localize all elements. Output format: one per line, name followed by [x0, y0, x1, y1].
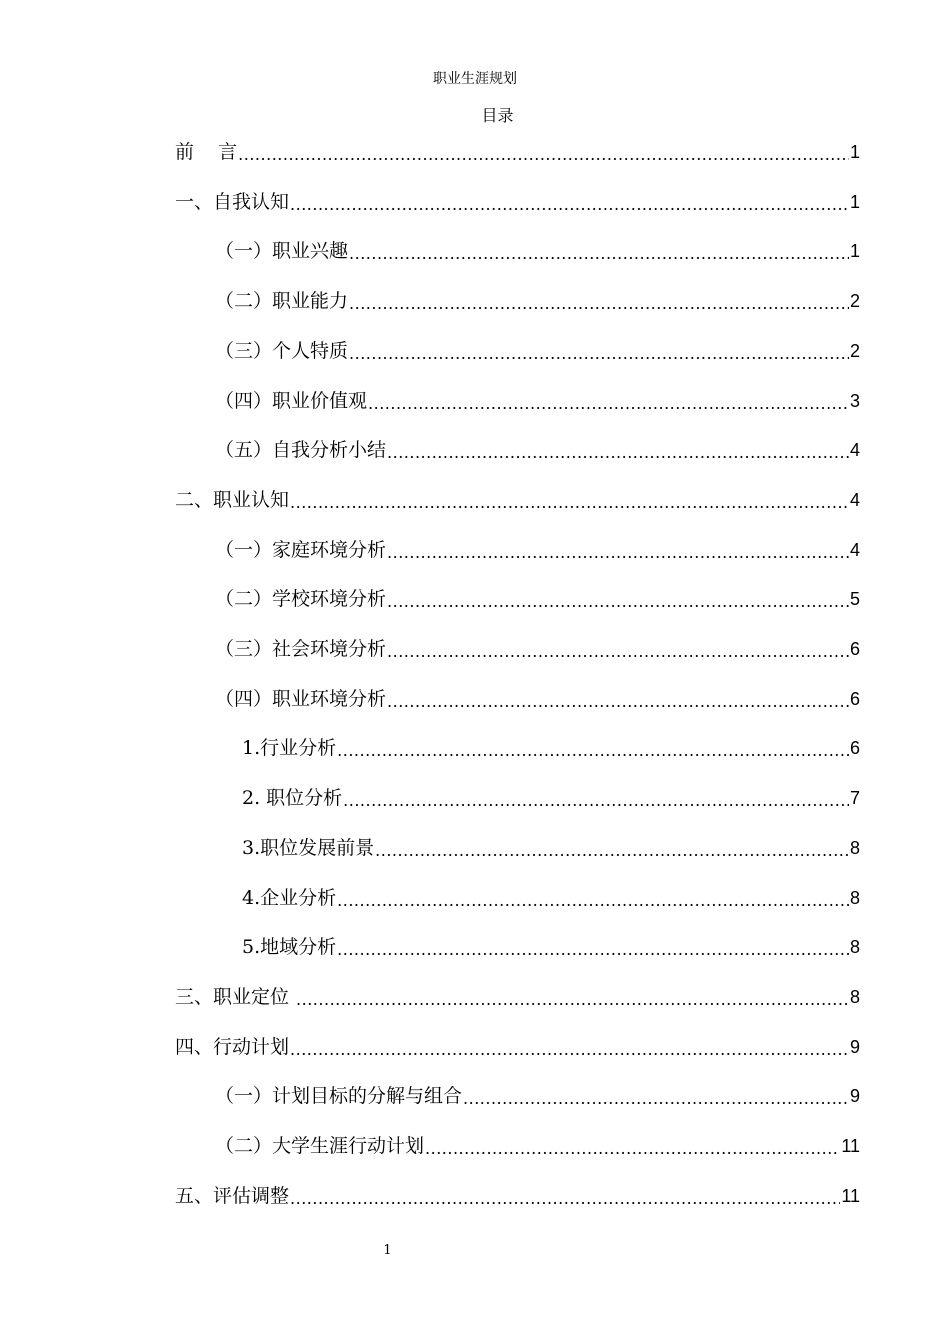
page-number: 1 [383, 1243, 392, 1258]
toc-entry-label: 4.企业分析 [242, 886, 337, 909]
toc-entry-page: 1 [849, 142, 860, 162]
toc-entry[interactable] [215, 235, 860, 267]
toc-entry[interactable] [175, 186, 860, 218]
toc-entry-label: （二）职业能力 [215, 290, 349, 313]
toc-entry-label: （五）自我分析小结 [215, 439, 387, 462]
toc-entry[interactable] [215, 534, 860, 566]
toc-entry-page: 8 [849, 986, 860, 1007]
toc-entry-label: 五、评估调整 [175, 1184, 290, 1207]
toc-entry-label: （三）个人特质 [215, 339, 349, 362]
toc-entry-page: 1 [849, 191, 860, 212]
toc-entry-label: 1.行业分析 [242, 737, 337, 760]
toc-entry-page: 8 [849, 937, 860, 958]
toc-entry-label: 二、职业认知 [175, 488, 290, 511]
toc-leader-dots [375, 838, 849, 864]
toc-leader-dots [290, 1186, 840, 1212]
page-header: 职业生涯规划 [433, 71, 517, 87]
toc-entry-page: 4 [849, 489, 860, 510]
toc-leader-dots [387, 540, 849, 566]
toc-entry-label: 三、职业定位 [175, 985, 296, 1008]
toc-entry-page: 11 [841, 1136, 860, 1156]
toc-entry[interactable] [215, 1080, 860, 1112]
toc-entry-page: 9 [849, 1086, 860, 1107]
toc-entry-label: （三）社会环境分析 [215, 638, 387, 660]
toc-leader-dots [387, 589, 849, 615]
toc-entry-label: （一）家庭环境分析 [215, 538, 387, 561]
toc-entry[interactable] [175, 1031, 860, 1063]
toc-entry-label: 3.职位发展前景 [242, 836, 375, 859]
toc-leader-dots [387, 440, 849, 466]
toc-entry[interactable] [215, 683, 860, 715]
toc-entry-label: （一）职业兴趣 [215, 240, 349, 263]
toc-entry-page: 4 [849, 440, 860, 461]
toc-entry-page: 8 [849, 887, 860, 908]
toc-entry-label: 5.地域分析 [242, 936, 337, 959]
toc-entry[interactable] [242, 782, 860, 814]
toc-entry-page: 6 [849, 688, 860, 709]
toc-entry-page: 4 [849, 539, 860, 560]
toc-entry[interactable] [242, 931, 860, 963]
toc-leader-dots [290, 490, 849, 516]
toc-leader-dots [343, 788, 849, 814]
toc-entry[interactable] [215, 434, 860, 466]
toc-leader-dots [387, 639, 849, 665]
toc-title: 目录 [481, 106, 514, 125]
toc-leader-dots [337, 738, 849, 764]
toc-entry[interactable] [242, 882, 860, 914]
toc-entry-label: （四）职业价值观 [215, 389, 368, 412]
toc-entry-page: 11 [841, 1185, 860, 1206]
toc-leader-dots [337, 937, 849, 963]
toc-leader-dots [349, 341, 849, 367]
toc-entry-page: 1 [849, 241, 860, 262]
toc-entry-label: 一、自我认知 [175, 190, 290, 213]
toc-leader-dots [290, 192, 849, 218]
toc-entry-page: 5 [849, 589, 860, 610]
toc-leader-dots [238, 142, 849, 168]
toc-entry-page: 2 [849, 291, 860, 312]
toc-leader-dots [349, 291, 849, 317]
toc-entry-page: 7 [849, 788, 860, 809]
toc-leader-dots [290, 1037, 849, 1063]
toc-entry-label: 2. 职位分析 [242, 787, 343, 810]
toc-entry-label: （二）大学生涯行动计划 [215, 1135, 425, 1157]
toc-entry[interactable] [175, 136, 860, 168]
toc-leader-dots [349, 241, 849, 267]
toc-entry[interactable] [215, 335, 860, 367]
toc-entry-label: （二）学校环境分析 [215, 588, 387, 611]
toc-entry-page: 8 [849, 837, 860, 858]
toc-entry[interactable] [175, 484, 860, 516]
toc-leader-dots [337, 888, 849, 914]
toc-entry-label: （一）计划目标的分解与组合 [215, 1085, 463, 1108]
toc-entry[interactable] [175, 981, 860, 1013]
toc-leader-dots [368, 391, 849, 417]
toc-entry-page: 3 [849, 390, 860, 411]
toc-leader-dots [387, 689, 849, 715]
toc-entry[interactable] [242, 832, 860, 864]
toc-leader-dots [425, 1136, 840, 1162]
toc-leader-dots [296, 987, 849, 1013]
toc-entry[interactable] [175, 1180, 860, 1212]
toc-entry[interactable] [215, 1130, 860, 1162]
toc-entry-page: 6 [849, 639, 860, 659]
toc-entry-page: 9 [849, 1036, 860, 1057]
toc-entry-page: 6 [849, 738, 860, 759]
toc-entry[interactable] [215, 633, 860, 665]
toc-entry-label: 前 言 [175, 141, 238, 163]
toc-entry[interactable] [242, 732, 860, 764]
toc-entry[interactable] [215, 385, 860, 417]
toc-leader-dots [463, 1086, 849, 1112]
toc-entry-label: 四、行动计划 [175, 1035, 290, 1058]
toc-entry[interactable] [215, 583, 860, 615]
toc-entry[interactable] [215, 285, 860, 317]
toc-entry-page: 2 [849, 340, 860, 361]
toc-entry-label: （四）职业环境分析 [215, 687, 387, 710]
